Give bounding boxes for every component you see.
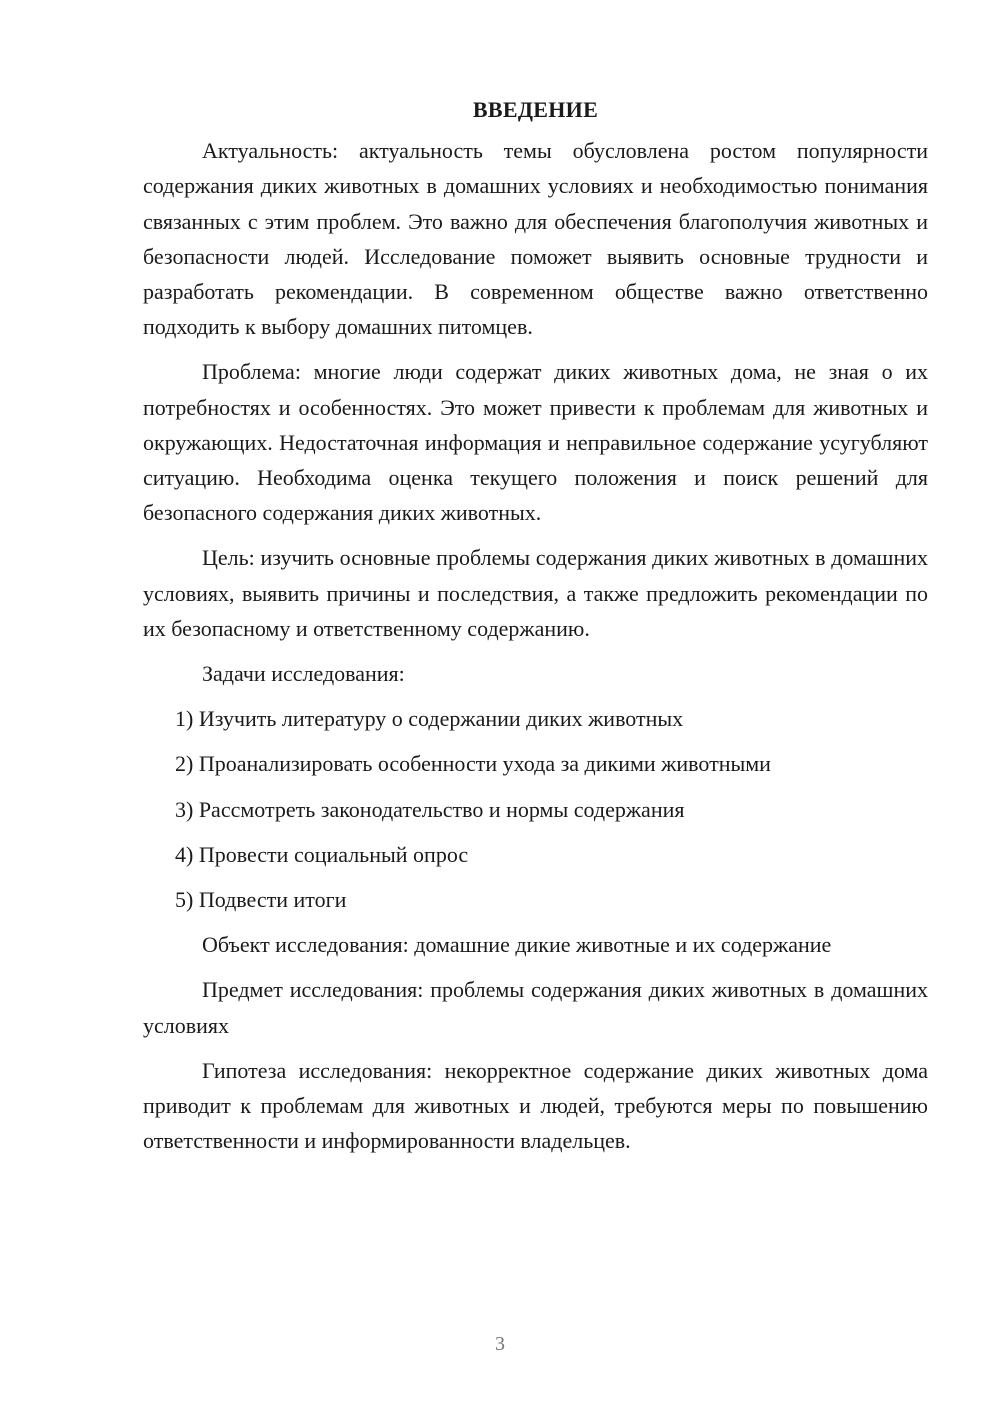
paragraph-hypothesis: Гипотеза исследования: некорректное содержание диких животных дома приводит к проблемам для животных и людей, требуются меры по повышению ответственности и информированности владельцев.: [143, 1057, 928, 1154]
paragraph-problem: Проблема: многие люди содержат диких животных дома, не зная о их потребностях и особенностях. Это может привести к проблемам для животных и окружающих. Недостаточная информация и неправильное содержание усугубляют ситуацию. Необходима оценка текущего положения и поиск решений для безопасного содержания диких животных.: [143, 359, 928, 526]
tasks-list: [143, 701, 928, 917]
paragraph-object: Объект исследования: домашние дикие животные и их содержание: [202, 932, 832, 958]
paragraph-relevance: Актуальность: актуальность темы обусловлена ростом популярности содержания диких животных в домашних условиях и необходимостью понимания связанных с этим проблем. Это важно для обеспечения благополучия животных и безопасности людей. Исследование поможет выявить основные трудности и разработать рекомендации. В современном обществе важно ответственно подходить к выбору домашних питомцев.: [143, 138, 928, 340]
task-item: 3) Рассмотреть законодательство и нормы содержания: [175, 796, 685, 822]
task-item: 5) Подвести итоги: [175, 887, 347, 913]
paragraph-subject: Предмет исследования: проблемы содержания диких животных в домашних условиях: [143, 977, 928, 1038]
paragraph-goal: Цель: изучить основные проблемы содержания диких животных в домашних условиях, выявить причины и последствия, а также предложить рекомендации по их безопасному и ответственному содержанию.: [143, 545, 928, 641]
section-title: ВВЕДЕНИЕ: [472, 97, 599, 122]
document-page: [143, 92, 928, 1168]
tasks-heading: Задачи исследования:: [202, 661, 405, 687]
page-number: 3: [495, 1333, 505, 1355]
task-item: 1) Изучить литературу о содержании диких животных: [175, 706, 684, 732]
task-item: 4) Провести социальный опрос: [175, 841, 469, 867]
task-item: 2) Проанализировать особенности ухода за дикими животными: [175, 751, 771, 777]
